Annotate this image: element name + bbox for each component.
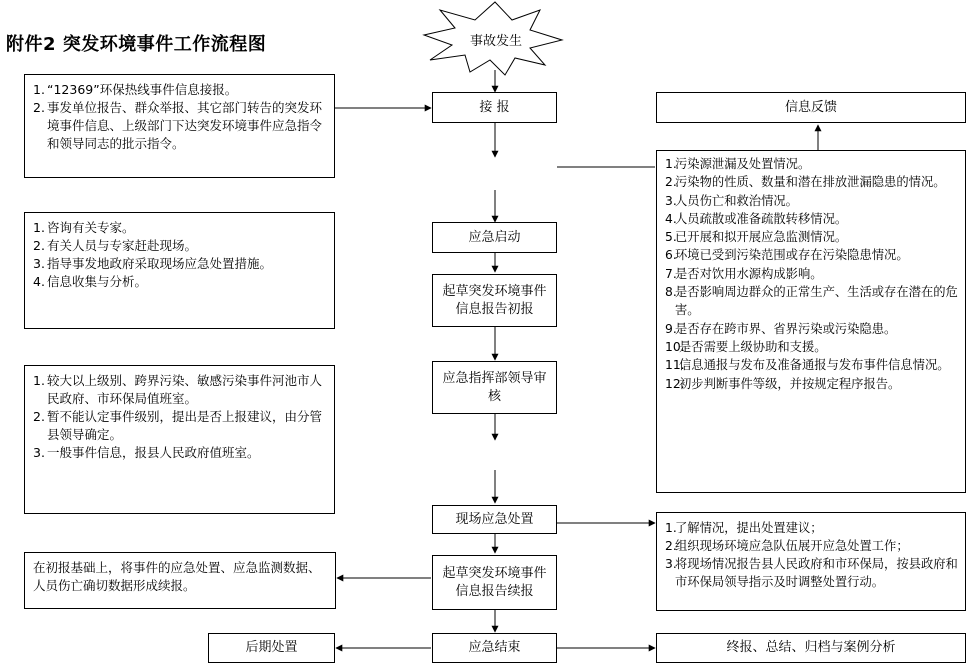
info-item: 4. 人员疏散或准备疏散转移情况。 xyxy=(665,211,848,226)
receive-item: 1. “12369”环保热线事件信息接报。 xyxy=(33,82,238,97)
step-draft-followup: 起草突发环境事件信息报告续报 xyxy=(432,555,557,610)
step-draft-initial: 起草突发环境事件信息报告初报 xyxy=(432,274,557,327)
info-item: 6. 环境已受到污染范围或存在污染隐患情况。 xyxy=(665,248,909,263)
activate-item: 2. 有关人员与专家赶赴现场。 xyxy=(33,238,198,253)
activate-item: 1. 咨询有关专家。 xyxy=(33,220,135,235)
info-item: 8. 是否影响周边群众的正常生产、生活或存在潜在的危害。 xyxy=(665,285,958,318)
onsite-actions xyxy=(656,512,966,611)
info-item: 2. 污染物的性质、数量和潜在排放泄漏隐患的情况。 xyxy=(665,175,946,190)
step-onsite: 现场应急处置 xyxy=(432,505,557,534)
receive-sources xyxy=(24,74,335,178)
activate-item: 4. 信息收集与分析。 xyxy=(33,274,148,289)
info-item: 3. 人员伤亡和救治情况。 xyxy=(665,193,798,208)
review-reporting-rules xyxy=(24,365,335,514)
info-item: 7. 是否对饮用水源构成影响。 xyxy=(665,266,823,281)
onsite-item: 1. 了解情况，提出处置建议； xyxy=(665,521,823,535)
step-end: 应急结束 xyxy=(432,633,557,663)
info-item: 5. 已开展和拟开展应急监测情况。 xyxy=(665,230,848,245)
info-item: 9. 是否存在跨市界、省界污染或污染隐患。 xyxy=(665,321,897,336)
final-report: 终报、总结、归档与案例分析 xyxy=(656,633,966,663)
step-receive: 接 报 xyxy=(432,92,557,123)
post-handling: 后期处置 xyxy=(208,633,335,663)
info-item: 11. 信息通报与发布及准备通报与发布事件信息情况。 xyxy=(665,358,950,373)
info-item: 10. 是否需要上级协助和支援。 xyxy=(665,339,827,354)
info-item: 12. 初步判断事件等级，并按规定程序报告。 xyxy=(665,376,901,391)
review-item: 2. 暂不能认定事件级别，提出是否上报建议，由分管县领导确定。 xyxy=(33,409,323,442)
step-activate: 应急启动 xyxy=(432,222,557,253)
onsite-item: 3. 将现场情况报告县人民政府和市环保局，按县政府和市环保局领导指示及时调整处置行动。 xyxy=(665,557,958,589)
info-item: 1. 污染源泄漏及处置情况。 xyxy=(665,157,811,171)
review-item: 1. 较大以上级别、跨界污染、敏感污染事件河池市人民政府、市环保局值班室。 xyxy=(33,373,323,406)
followup-note: 在初报基础上，将事件的应急处置、应急监测数据、人员伤亡确切数据形成续报。 xyxy=(24,552,336,609)
activate-item: 3. 指导事发地政府采取现场应急处置措施。 xyxy=(33,256,273,271)
info-report-contents xyxy=(656,150,966,493)
page-title: 附件2 突发环境事件工作流程图 xyxy=(6,34,267,55)
step-review: 应急指挥部领导审核 xyxy=(432,361,557,414)
review-item: 3. 一般事件信息，报县人民政府值班室。 xyxy=(33,445,260,460)
start-label: 事故发生 xyxy=(469,34,522,49)
onsite-item: 2. 组织现场环境应急队伍展开应急处置工作； xyxy=(665,539,909,553)
activate-actions xyxy=(24,212,335,329)
receive-item: 2. 事发单位报告、群众举报、其它部门转告的突发环境事件信息、上级部门下达突发环境事件应急指令和领导同志的批示指令。 xyxy=(33,100,323,151)
info-feedback: 信息反馈 xyxy=(656,92,966,123)
